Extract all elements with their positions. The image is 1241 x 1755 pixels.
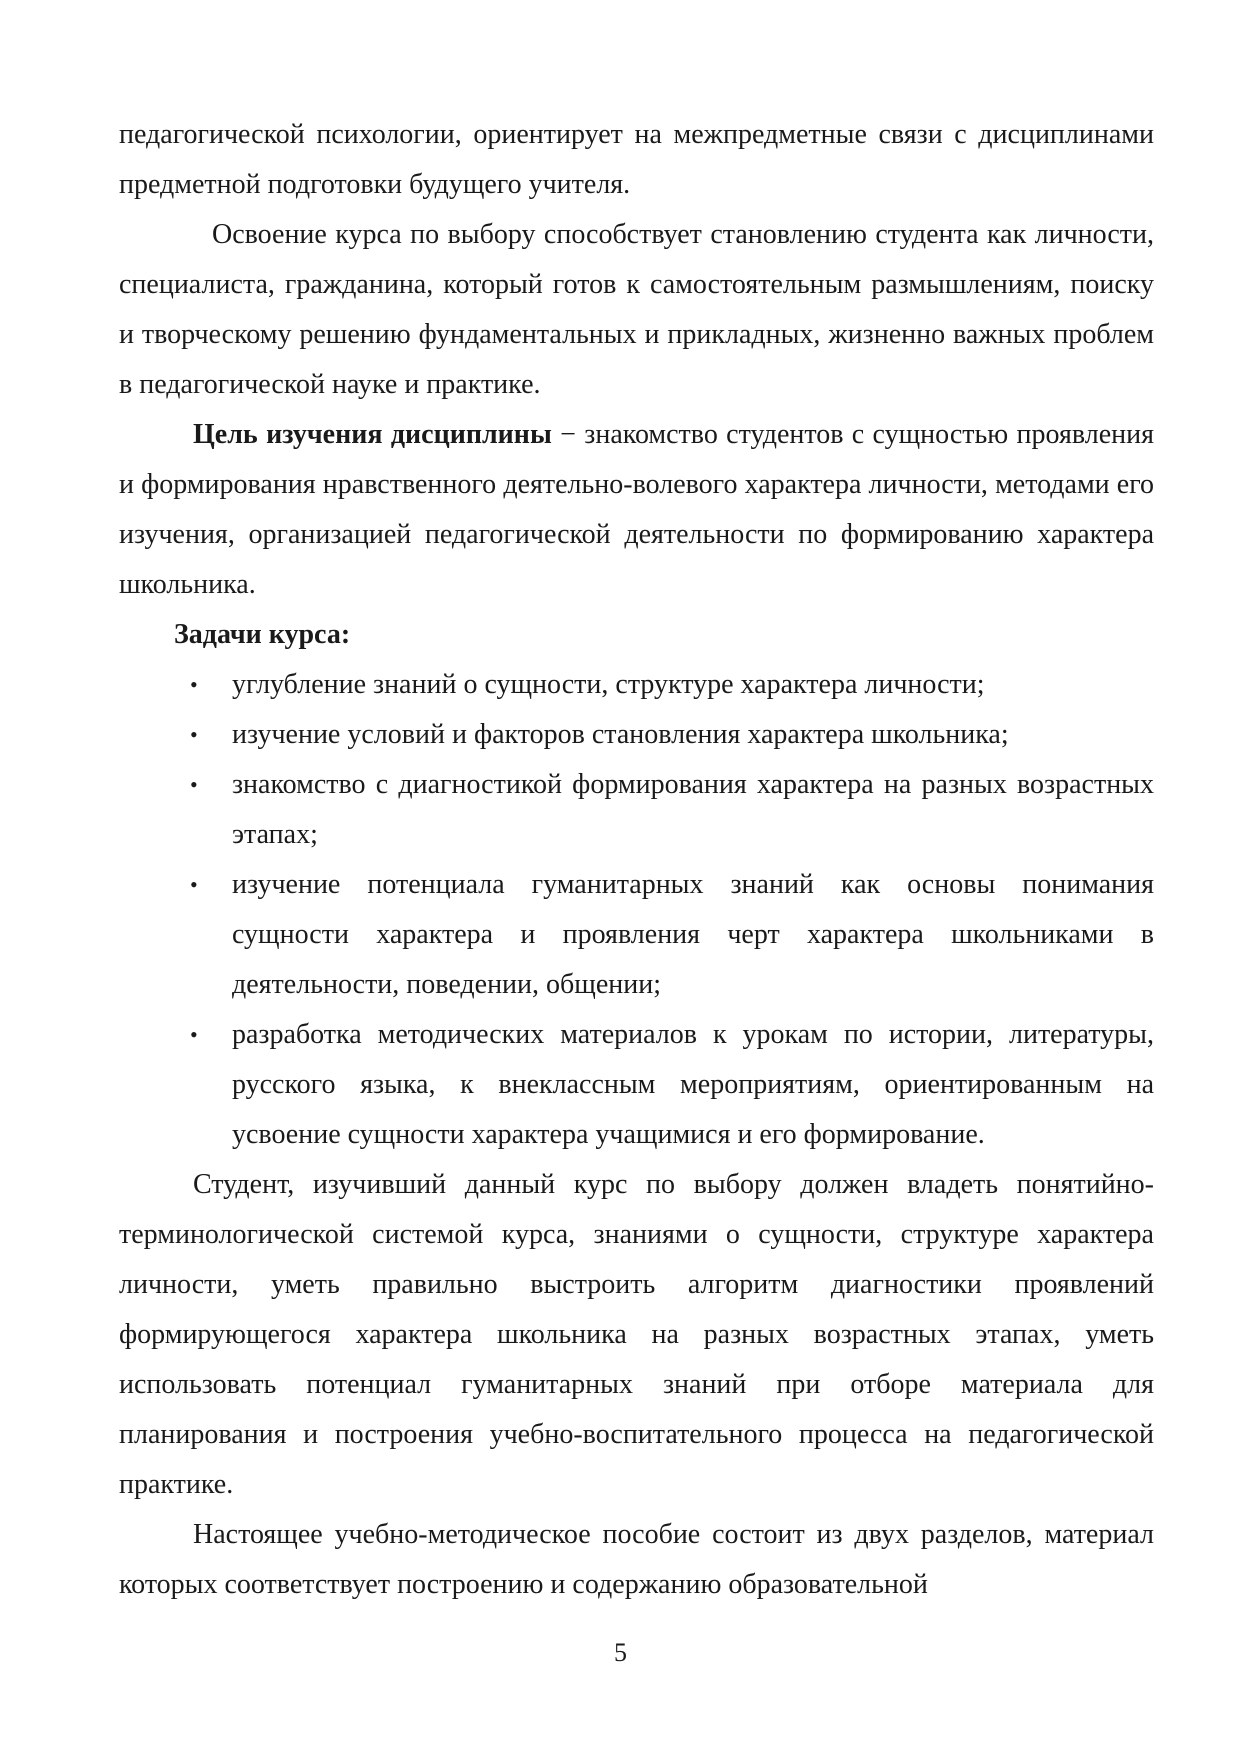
bullet-icon: • bbox=[190, 1022, 198, 1047]
task-item bbox=[119, 760, 1154, 860]
paragraph-intro-continuation: педагогической психологии, ориентирует на межпредметные связи с дисциплинами предметной подготовки будущего учителя. bbox=[119, 119, 1154, 200]
paragraph-student-outcomes: Студент, изучивший данный курс по выбору должен владеть понятийно-терминологической системой курса, знаниями о сущности, структуре характера личности, уметь правильно выстроить алгоритм диагностики проявлений формирующегося характера школьника на разных возрастных этапах, уметь использовать потенциал гуманитарных знаний при отборе материала для планирования и построения учебно-воспитательного процесса на педагогической практике. bbox=[119, 1169, 1154, 1500]
paragraph-discipline-goal bbox=[119, 410, 1154, 610]
task-text: разработка методических материалов к урокам по истории, литературы, русского языка, к внеклассным мероприятиям, ориентированным на усвоение сущности характера учащимися и его формирование. bbox=[232, 1019, 1154, 1150]
page-number: 5 bbox=[614, 1638, 627, 1667]
paragraph-manual-structure: Настоящее учебно-методическое пособие состоит из двух разделов, материал которых соответствует построению и содержанию образовательной bbox=[119, 1519, 1154, 1600]
task-item bbox=[119, 1010, 1154, 1160]
paragraph-course-purpose: Освоение курса по выбору способствует становлению студента как личности, специалиста, гражданина, который готов к самостоятельным размышлениям, поиску и творческому решению фундаментальных и прикладных, жизненно важных проблем в педагогической науке и практике. bbox=[119, 219, 1154, 400]
bullet-icon: • bbox=[190, 672, 198, 697]
task-text: изучение потенциала гуманитарных знаний как основы понимания сущности характера и проявления черт характера школьниками в деятельности, поведении, общении; bbox=[232, 869, 1154, 1000]
bullet-icon: • bbox=[190, 772, 198, 797]
tasks-heading: Задачи курса: bbox=[174, 619, 351, 650]
task-text: углубление знаний о сущности, структуре характера личности; bbox=[232, 669, 985, 700]
task-item bbox=[119, 860, 1154, 1010]
bullet-icon: • bbox=[190, 872, 198, 897]
goal-text: − знакомство студентов с сущностью проявления и формирования нравственного деятельно-волевого характера личности, методами его изучения, организацией педагогической деятельности по формированию характера школьника. bbox=[119, 419, 1154, 600]
task-text: изучение условий и факторов становления характера школьника; bbox=[232, 719, 1009, 750]
bullet-icon: • bbox=[190, 722, 198, 747]
goal-label: Цель изучения дисциплины bbox=[193, 419, 552, 450]
task-text: знакомство с диагностикой формирования характера на разных возрастных этапах; bbox=[232, 769, 1154, 850]
task-item bbox=[119, 710, 1154, 760]
page-body bbox=[119, 110, 1154, 1610]
task-item bbox=[119, 660, 1154, 710]
tasks-list bbox=[119, 660, 1154, 1160]
